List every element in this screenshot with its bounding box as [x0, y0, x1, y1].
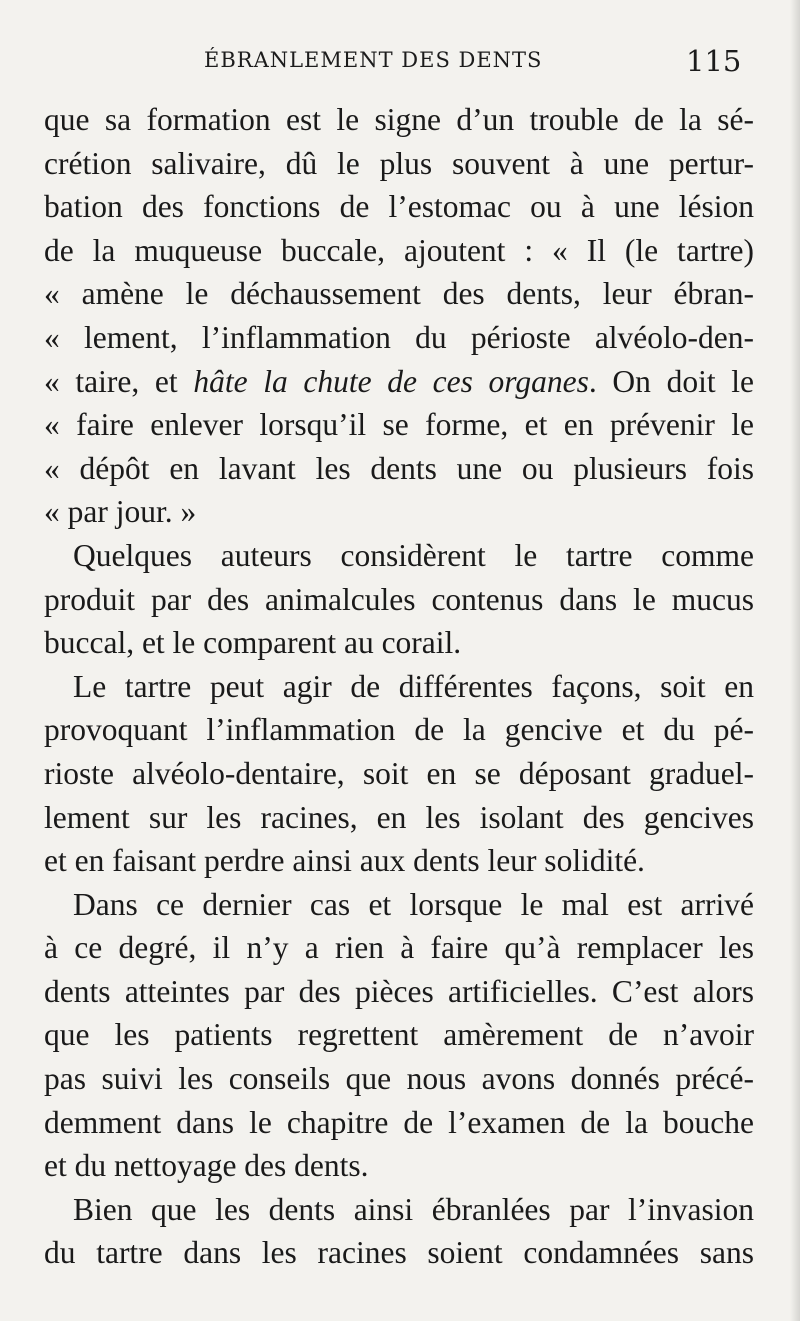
body-text [44, 98, 754, 1275]
text-line: et du nettoyage des dents. [44, 1148, 369, 1184]
text-line: bation des fonctions de l’estomac ou à une lésion [44, 189, 754, 225]
text-line: lement sur les racines, en les isolant des gencives [44, 799, 754, 835]
text-line: que sa formation est le signe d’un trouble de la sé- [44, 102, 754, 137]
page-number: 115 [686, 44, 742, 78]
paragraph-first-line: Bien que les dents ainsi ébranlées par l’invasion [73, 1191, 754, 1227]
italic-phrase: hâte la chute de ces organes [193, 363, 589, 399]
text-line: à ce degré, il n’y a rien à faire qu’à remplacer les [44, 930, 754, 966]
quote-line-with-italic [44, 360, 754, 404]
text-segment: « taire, et [44, 363, 194, 399]
quote-line: « par jour. » [44, 494, 197, 530]
text-line: de la muqueuse buccale, ajoutent : « Il (le tartre) [44, 232, 754, 268]
text-line: que les patients regrettent amèrement de n’avoir [44, 1017, 754, 1053]
text-line: produit par des animalcules contenus dans le mucus [44, 581, 754, 617]
quote-line: « lement, l’inflammation du périoste alvéolo-den- [44, 319, 754, 355]
paragraph-first-line: Dans ce dernier cas et lorsque le mal est arrivé [73, 886, 754, 922]
quote-line: « dépôt en lavant les dents une ou plusieurs fois [44, 450, 754, 486]
paragraph-first-line: Le tartre peut agir de différentes façons, soit en [73, 668, 754, 704]
quote-line: « amène le déchaussement des dents, leur ébran- [44, 276, 754, 312]
text-line: demment dans le chapitre de l’examen de la bouche [44, 1104, 754, 1140]
text-line: rioste alvéolo-dentaire, soit en se déposant graduel- [44, 755, 754, 791]
running-head: ÉBRANLEMENT DES DENTS [204, 48, 543, 72]
text-line: provoquant l’inflammation de la gencive et du pé- [44, 712, 754, 748]
text-line: et en faisant perdre ainsi aux dents leur solidité. [44, 843, 645, 879]
text-line: dents atteintes par des pièces artificielles. C’est alors [44, 973, 754, 1009]
paragraph-first-line: Quelques auteurs considèrent le tartre comme [73, 537, 754, 573]
quote-line: « faire enlever lorsqu’il se forme, et en prévenir le [44, 407, 754, 443]
text-line: crétion salivaire, dû le plus souvent à une pertur- [44, 145, 754, 181]
page-header [0, 44, 800, 84]
text-line: pas suivi les conseils que nous avons donnés précé- [44, 1061, 754, 1097]
text-line: buccal, et le comparent au corail. [44, 625, 462, 661]
text-segment: . On doit le [588, 363, 754, 399]
text-line: du tartre dans les racines soient condamnées sans [44, 1235, 754, 1271]
